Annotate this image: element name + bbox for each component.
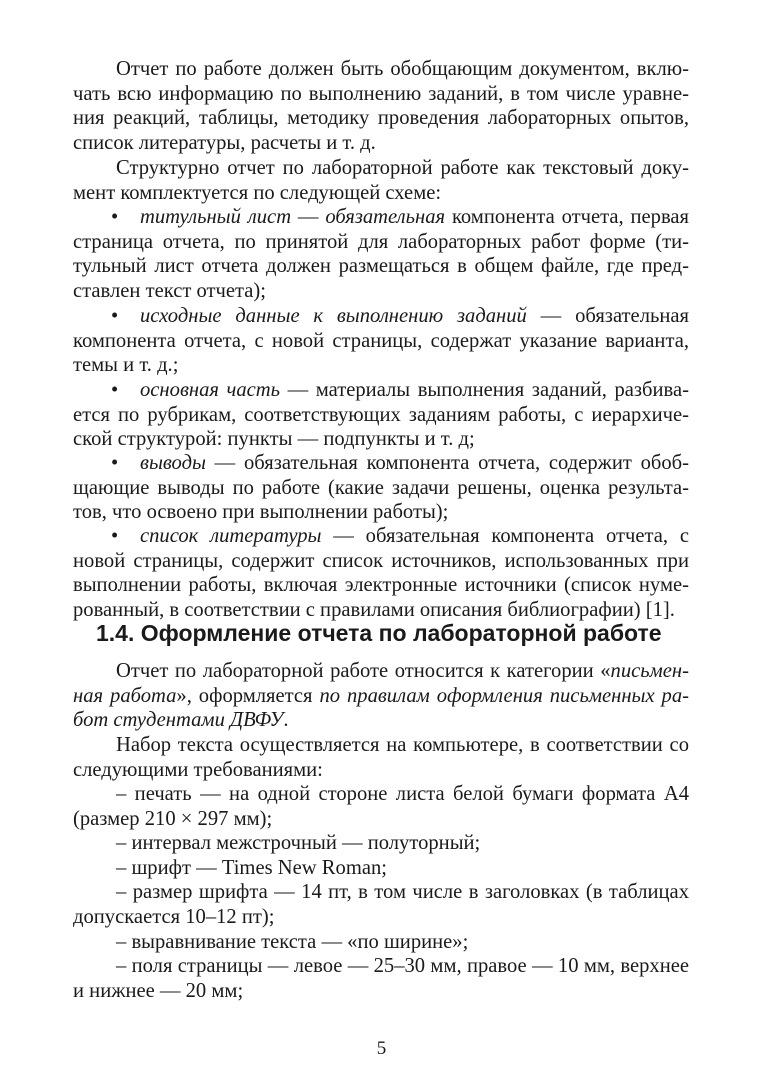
term: список литературы (140, 525, 322, 547)
list-item: допускается 10–12 пт); (73, 905, 275, 928)
text-fragment: — обязательная (526, 305, 689, 327)
term: основная часть (140, 379, 281, 401)
text-fragment: Отчет по лабораторной работе относится к категории « (116, 660, 611, 682)
text-line: новой страницы, содержит список источников, использованных при (73, 549, 689, 572)
text-line (73, 524, 689, 549)
text-line: ния реакций, таблицы, методику проведения лабораторных опытов, (73, 107, 689, 130)
bullet-icon: • (111, 206, 119, 228)
text-line: ется по рубрикам, соответствующих заданиям работы, с иерархиче- (73, 403, 689, 426)
text-line (73, 708, 689, 733)
text-fragment: — обязательная компонента отчета, содержит обоб- (205, 452, 689, 474)
text-fragment: », оформляется (176, 684, 320, 707)
section-heading: 1.4. Оформление отчета по лабораторной работе (96, 620, 662, 646)
text-line: Отчет по работе должен быть обобщающим документом, вклю- (116, 58, 689, 80)
paragraph-report-summary (73, 57, 689, 155)
text-line: страница отчета, по принятой для лабораторных работ форме (ти- (73, 230, 689, 253)
emphasis: ная работа (73, 684, 177, 707)
text-line: рованный, в соответствии с правилами описания библиографии) [1]. (73, 598, 675, 621)
paragraph-structure-intro (73, 156, 689, 205)
text-line: темы и т. д.; (73, 354, 179, 377)
page-number: 5 (376, 1038, 387, 1059)
text-line: тов, что освоено при выполнении работы); (73, 501, 449, 524)
text-line (73, 451, 689, 476)
list-item: – размер шрифта — 14 пт, в том числе в заголовках (в таблицах (116, 881, 689, 904)
emphasis: бот студентами ДВФУ (73, 709, 284, 732)
text-line: выполнении работы, включая электронные источники (список нуме- (73, 574, 689, 597)
text-line (73, 684, 689, 709)
text-fragment: — обязательная компонента отчета, с (321, 525, 690, 547)
list-item: – выравнивание текста — «по ширине»; (116, 930, 469, 953)
text-fragment: . (283, 709, 289, 732)
list-item: (размер 210 × 297 мм); (73, 807, 273, 830)
text-line (73, 378, 689, 403)
bullet-main-part (73, 378, 689, 452)
text-line: ставлен текст отчета); (73, 279, 266, 302)
list-item: – интервал межстрочный — полуторный; (116, 832, 481, 855)
text-line: компонента отчета, с новой страницы, содержат указание варианта, (73, 329, 689, 352)
text-line (73, 205, 689, 230)
bullet-icon: • (111, 305, 119, 327)
bullet-title-page (73, 205, 689, 303)
bullet-icon: • (111, 525, 119, 547)
requirements-list (73, 782, 689, 1003)
list-item: – поля страницы — левое — 25–30 мм, правое — 10 мм, верхнее (116, 955, 689, 978)
text-line: список литературы, расчеты и т. д. (73, 131, 376, 154)
emphasis: письмен- (610, 660, 689, 682)
term: исходные данные к выполнению заданий (140, 305, 527, 327)
text-line: ской структурой: пункты — подпункты и т. д; (73, 428, 475, 451)
bullet-source-data (73, 304, 689, 378)
bullet-references (73, 524, 689, 622)
text-fragment: — материалы выполнения заданий, разбива- (280, 379, 689, 401)
text-line: Набор текста осуществляется на компьютере, в соответствии со (116, 734, 689, 756)
text-line: щающие выводы по работе (какие задачи решены, оценка результа- (73, 476, 689, 499)
text-fragment: компонента отчета, первая (445, 206, 690, 228)
term: выводы (140, 452, 206, 474)
text-line: чать всю информацию по выполнению заданий, в том числе уравне- (73, 82, 689, 105)
bullet-icon: • (111, 379, 119, 401)
list-item: – шрифт — Times New Roman; (116, 856, 387, 879)
list-item: и нижнее — 20 мм; (73, 979, 244, 1002)
term: титульный лист (140, 206, 292, 228)
text-line (73, 304, 689, 329)
emphasis: по правилам оформления письменных ра- (319, 684, 690, 707)
dash: — (291, 206, 326, 228)
text-line (73, 659, 689, 684)
text-line: тульный лист отчета должен размещаться в общем файле, где пред- (73, 255, 689, 278)
text-line: мент комплектуется по следующей схеме: (73, 181, 442, 204)
list-item: – печать — на одной стороне листа белой бумаги формата А4 (116, 783, 689, 805)
paragraph-typing-requirements (73, 733, 689, 782)
text-line: Структурно отчет по лабораторной работе как текстовый доку- (116, 157, 689, 179)
text-line: следующими требованиями: (73, 758, 323, 781)
term: обязательная (325, 206, 446, 228)
bullet-conclusions (73, 451, 689, 525)
bullet-icon: • (111, 452, 119, 474)
paragraph-report-category (73, 659, 689, 733)
